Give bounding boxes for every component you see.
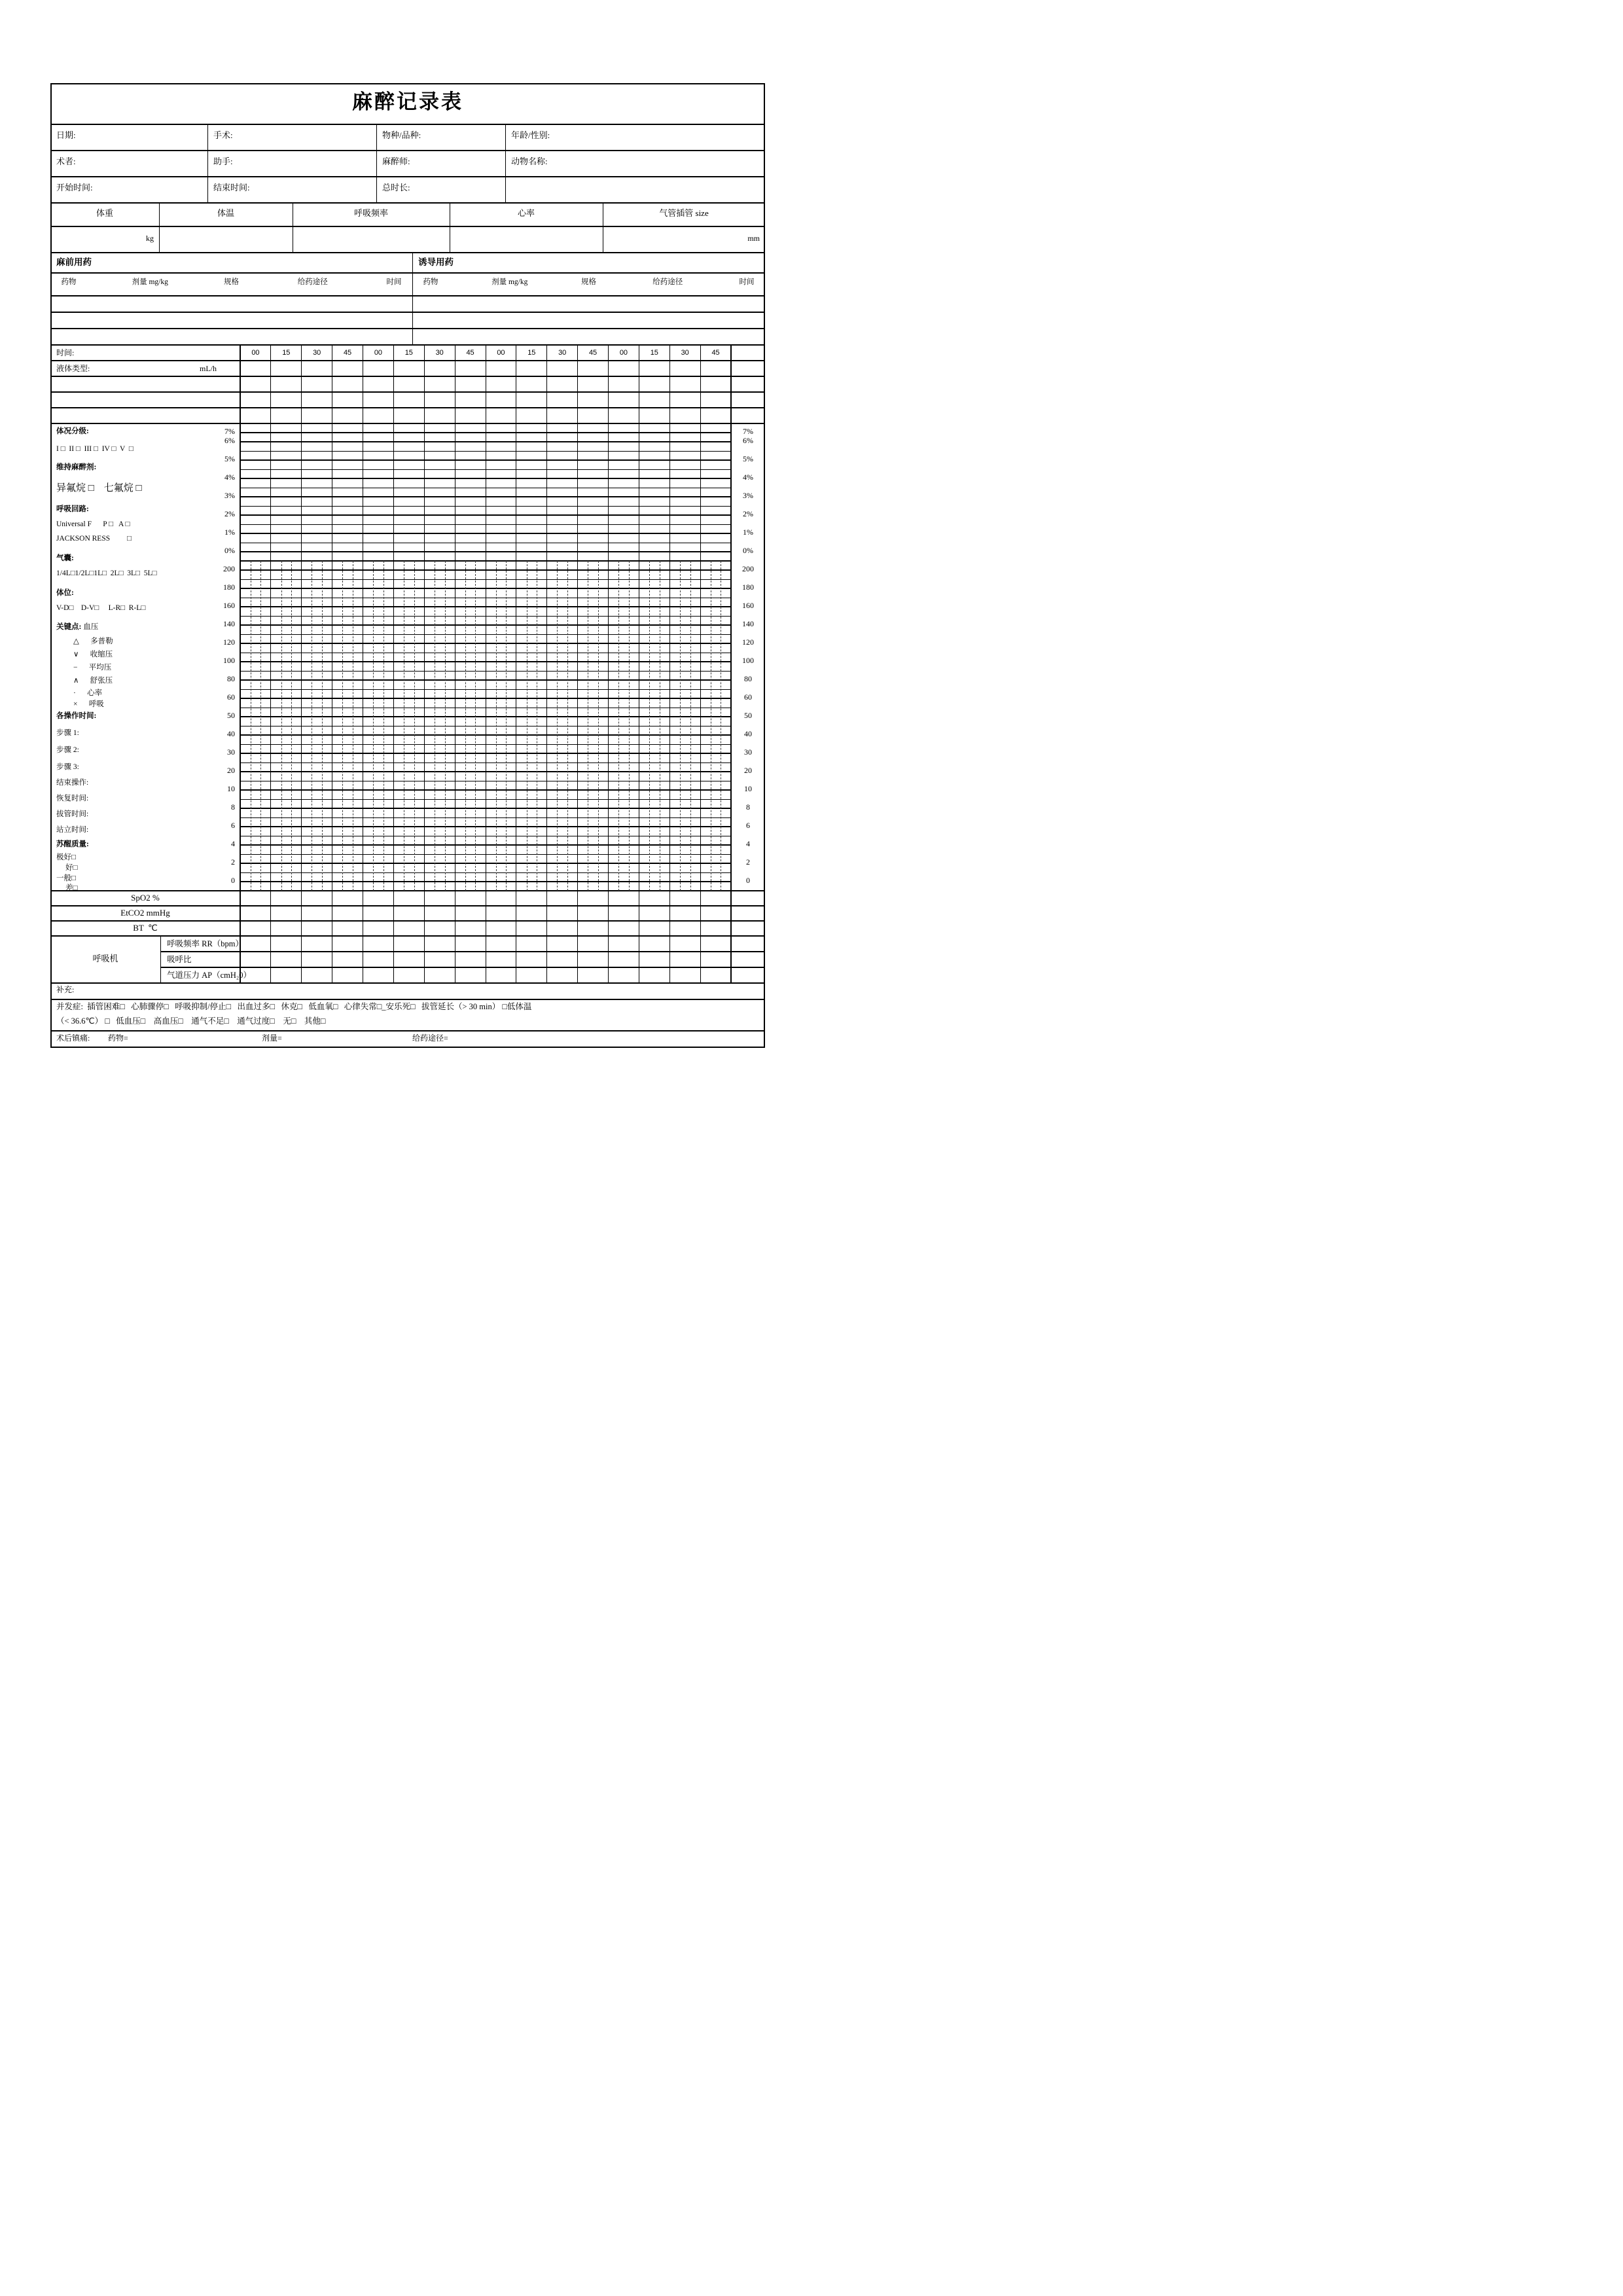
- info-cell[interactable]: [376, 124, 505, 151]
- keypoint-systolic: ∨ 收缩压: [73, 651, 113, 658]
- time-cell: 00: [374, 349, 383, 357]
- vitals-header: 心率: [517, 208, 535, 218]
- position-label-bold: 体位:: [56, 589, 74, 597]
- time-row-label: 时间:: [56, 348, 75, 357]
- number-scale-label-right: 140: [742, 619, 754, 628]
- percent-scale-label-right: 2%: [743, 509, 753, 518]
- monitor-row-label: EtCO2 mmHg: [120, 908, 170, 918]
- ventilator-row-values[interactable]: [240, 936, 731, 952]
- info-cell-label: 年龄/性别:: [511, 130, 550, 140]
- number-scale-label-right: 50: [744, 711, 752, 720]
- number-scale-label-left: 200: [223, 564, 235, 573]
- number-scale-label-left: 60: [227, 692, 235, 702]
- page-title: 麻醉记录表: [352, 90, 463, 113]
- anesthetic-percent-plot-area[interactable]: [240, 423, 731, 561]
- number-scale-label-right: 100: [742, 656, 754, 665]
- number-scale-label-right: 4: [746, 839, 750, 848]
- airbag-checkboxes[interactable]: 1/4L□1/2L□1L□ 2L□ 3L□ 5L□: [56, 569, 157, 577]
- vitals-header: 呼吸频率: [353, 208, 388, 218]
- percent-scale-label-left: 2%: [224, 509, 235, 518]
- number-scale-label-left: 8: [231, 802, 235, 812]
- monitor-row-label: SpO2 %: [131, 893, 160, 903]
- info-cell[interactable]: [376, 177, 505, 203]
- induction-column-header: 时间: [739, 278, 755, 286]
- percent-scale-label-right: 6%: [743, 436, 753, 445]
- keypoints-label: 关键点: 血压: [56, 623, 99, 631]
- ventilator-row-label: 呼吸频率 RR（bpm）: [167, 939, 244, 948]
- induction-column-header: 规格: [581, 278, 596, 286]
- info-cell-label: 日期:: [56, 130, 76, 140]
- percent-scale-label-left: 5%: [224, 454, 235, 463]
- grid-line-h: [50, 376, 765, 377]
- number-scale-label-right: 20: [744, 766, 752, 775]
- percent-scale-label-right: 7%: [743, 427, 753, 436]
- time-cell: 15: [404, 349, 413, 357]
- ventilator-row-values[interactable]: [240, 967, 731, 983]
- induction-drug-row[interactable]: [412, 312, 765, 329]
- jackson-rees-checkbox[interactable]: JACKSON RESS □: [56, 535, 132, 543]
- grid-line-h: [50, 176, 765, 177]
- number-scale-label-right: 40: [744, 729, 752, 738]
- number-scale-label-left: 160: [223, 601, 235, 610]
- info-cell[interactable]: [207, 151, 376, 177]
- maintenance-anesthetic-label: [56, 463, 96, 472]
- number-scale-label-left: 180: [223, 583, 235, 592]
- premed-drug-row[interactable]: [50, 296, 412, 312]
- info-cell-label: 物种/品种:: [382, 130, 421, 140]
- monitor-row-values[interactable]: [240, 921, 731, 936]
- percent-scale-label-right: 1%: [743, 528, 753, 537]
- info-cell[interactable]: [50, 177, 207, 203]
- fluid-rate-unit: mL/h: [200, 364, 217, 373]
- time-cell: 45: [466, 349, 474, 357]
- premed-column-header: 给药途径: [297, 278, 328, 286]
- info-cell-label: 助手:: [213, 156, 233, 166]
- ventilator-label: 呼吸机: [92, 954, 118, 963]
- time-cell: 00: [497, 349, 505, 357]
- vitals-unit-kg: kg: [146, 234, 154, 243]
- monitor-row-values[interactable]: [240, 891, 731, 906]
- ventilator-row-label: 气道压力 AP（cmH₂0）: [167, 971, 252, 980]
- grid-line-v: [376, 124, 377, 203]
- induction-section-title: 诱导用药: [418, 257, 454, 267]
- number-scale-label-left: 20: [227, 766, 235, 775]
- anesthetic-checkboxes[interactable]: 异氟烷 □ 七氟烷 □: [56, 483, 142, 493]
- postop-drug-field[interactable]: 药物=: [108, 1033, 128, 1043]
- anesthesia-record-form: [0, 0, 812, 1148]
- vitals-header: 气管插管 size: [659, 208, 709, 218]
- quality-good-checkbox[interactable]: 好□: [65, 864, 78, 872]
- time-cell: 30: [313, 349, 321, 357]
- premed-column-header: 时间: [386, 278, 402, 286]
- step-3: 步骤 3:: [56, 763, 79, 771]
- time-cell: 30: [435, 349, 444, 357]
- universal-f-checkboxes[interactable]: Universal F P □ A □: [56, 520, 130, 528]
- premed-column-header: 药物: [61, 278, 77, 286]
- complications-line1[interactable]: 并发症: 插管困难□ 心肺骤停□ 呼吸抑制/停止□ 出血过多□ 休克□ 低血氧□ 心律失常□_安乐死□ 拔管延长（> 30 min） □低体温: [56, 1002, 532, 1011]
- number-scale-label-right: 160: [742, 601, 754, 610]
- postop-analgesia-label: 术后镇痛:: [56, 1033, 90, 1043]
- step-1: 步骤 1:: [56, 729, 79, 737]
- info-cell-label: 术者:: [56, 156, 76, 166]
- number-scale-label-right: 180: [742, 583, 754, 592]
- percent-scale-label-right: 4%: [743, 473, 753, 482]
- info-cell-label: 开始时间:: [56, 183, 93, 192]
- time-cell: 45: [588, 349, 597, 357]
- induction-column-header: 剂量 mg/kg: [491, 278, 528, 286]
- grid-line-v: [160, 936, 161, 983]
- number-scale-label-left: 140: [223, 619, 235, 628]
- grid-line-v: [159, 203, 160, 253]
- time-cell: 30: [558, 349, 567, 357]
- time-cell: 00: [619, 349, 628, 357]
- grid-line-h: [50, 391, 765, 393]
- end-operation: 结束操作:: [56, 779, 89, 787]
- number-scale-label-right: 0: [746, 876, 750, 885]
- percent-scale-label-left: 6%: [224, 436, 235, 445]
- ventilator-row-values[interactable]: [240, 952, 731, 967]
- info-cell[interactable]: [50, 124, 207, 151]
- grid-line-h: [50, 328, 765, 329]
- vitals-value-cell[interactable]: [450, 226, 603, 253]
- number-scale-label-left: 50: [227, 711, 235, 720]
- operation-times-label-bold: 各操作时间:: [56, 712, 97, 720]
- info-cell[interactable]: [376, 151, 505, 177]
- percent-scale-label-left: 7%: [224, 427, 235, 436]
- keypoint-respiration: × 呼吸: [73, 700, 104, 708]
- number-scale-label-left: 0: [231, 876, 235, 885]
- number-scale-label-left: 80: [227, 674, 235, 683]
- grid-line-h: [50, 999, 765, 1000]
- vitals-unit-mm: mm: [747, 234, 760, 243]
- percent-scale-label-left: 3%: [224, 491, 235, 500]
- number-scale-label-right: 200: [742, 564, 754, 573]
- premed-column-header: 规格: [224, 278, 239, 286]
- percent-scale-label-left: 0%: [224, 546, 235, 555]
- info-cell-label: 手术:: [213, 130, 233, 140]
- premed-column-header: 剂量 mg/kg: [132, 278, 168, 286]
- percent-scale-label-right: 3%: [743, 491, 753, 500]
- number-scale-label-left: 2: [231, 857, 235, 867]
- number-scale-label-right: 6: [746, 821, 750, 830]
- monitor-row-values[interactable]: [240, 906, 731, 921]
- airbag-label-bold: 气囊:: [56, 554, 74, 562]
- premed-drug-row[interactable]: [50, 329, 412, 345]
- ventilator-row-label: 吸呼比: [167, 955, 192, 964]
- info-cell[interactable]: [207, 124, 376, 151]
- grid-line-h: [50, 312, 765, 313]
- asa-grade-label-bold: 体况分级:: [56, 427, 89, 435]
- premed-section-title: 麻前用药: [56, 257, 92, 267]
- position-checkboxes[interactable]: V-D□ D-V□ L-R□ R-L□: [56, 604, 146, 612]
- number-scale-label-left: 30: [227, 747, 235, 757]
- number-scale-label-left: 120: [223, 637, 235, 647]
- percent-scale-label-left: 4%: [224, 473, 235, 482]
- number-scale-label-left: 4: [231, 839, 235, 848]
- induction-drug-row[interactable]: [412, 296, 765, 312]
- standing-time: 站立时间:: [56, 826, 89, 834]
- keypoint-heart-rate: · 心率: [73, 689, 103, 697]
- premed-drug-row[interactable]: [50, 312, 412, 329]
- grid-line-v: [207, 124, 208, 203]
- maintenance-anesthetic-label-bold: 维持麻醉剂:: [56, 463, 97, 471]
- keypoints-label-bold: 关键点:: [56, 623, 82, 631]
- time-cell: 15: [282, 349, 291, 357]
- info-cell[interactable]: [505, 124, 765, 151]
- number-scale-label-right: 10: [744, 784, 752, 793]
- percent-scale-label-right: 5%: [743, 454, 753, 463]
- number-scale-label-right: 2: [746, 857, 750, 867]
- info-cell[interactable]: [207, 177, 376, 203]
- induction-column-header: 药物: [423, 278, 438, 286]
- fluid-type-label[interactable]: 液体类型:: [56, 364, 90, 373]
- info-cell[interactable]: [50, 151, 207, 177]
- vitals-header: 体重: [96, 208, 113, 218]
- info-cell[interactable]: [505, 151, 765, 177]
- time-cell: 00: [251, 349, 260, 357]
- recovery-time: 恢复时间:: [56, 795, 89, 802]
- breathing-circuit-label: [56, 505, 89, 514]
- breathing-circuit-label-bold: 呼吸回路:: [56, 505, 89, 513]
- info-cell[interactable]: [505, 177, 765, 203]
- info-cell-label: 结束时间:: [213, 183, 250, 192]
- grid-line-h: [50, 344, 765, 346]
- number-scale-label-right: 80: [744, 674, 752, 683]
- extubation-time: 拔管时间:: [56, 810, 89, 818]
- complications-line2[interactable]: （< 36.6℃） □ 低血压□ 高血压□ 通气不足□ 通气过度□ 无□ 其他□: [56, 1016, 326, 1026]
- keypoint-doppler: △ 多普勒: [73, 637, 113, 645]
- grid-line-h: [50, 272, 765, 274]
- number-scale-label-left: 10: [227, 784, 235, 793]
- vitals-chart-plot-area[interactable]: [240, 561, 731, 891]
- number-scale-label-right: 8: [746, 802, 750, 812]
- vitals-header: 体温: [217, 208, 234, 218]
- number-scale-label-right: 120: [742, 637, 754, 647]
- keypoint-diastolic: ∧ 舒张压: [73, 677, 113, 685]
- info-cell-label: 动物名称:: [511, 156, 548, 166]
- grid-line-h: [50, 252, 765, 253]
- grid-line-h: [50, 226, 765, 227]
- grid-line-h: [50, 202, 765, 204]
- grid-line-h: [50, 360, 765, 361]
- time-cell: 45: [343, 349, 352, 357]
- asa-grade-label: [56, 427, 89, 436]
- induction-drug-row[interactable]: [412, 329, 765, 345]
- postop-dose-field[interactable]: 剂量=: [262, 1033, 282, 1043]
- vitals-value-cell[interactable]: [159, 226, 293, 253]
- number-scale-label-left: 6: [231, 821, 235, 830]
- recovery-quality-label-bold: 苏醒质量:: [56, 840, 89, 848]
- percent-scale-label-right: 0%: [743, 546, 753, 555]
- grid-line-v: [412, 253, 413, 345]
- time-cell: 15: [527, 349, 536, 357]
- grid-line-h: [50, 407, 765, 408]
- postop-route-field[interactable]: 给药途径=: [412, 1033, 448, 1043]
- quality-excellent-checkbox[interactable]: 极好□: [56, 853, 76, 861]
- percent-scale-label-left: 1%: [224, 528, 235, 537]
- info-cell-label: 总时长:: [382, 183, 410, 192]
- vitals-value-cell[interactable]: [293, 226, 450, 253]
- number-scale-label-left: 100: [223, 656, 235, 665]
- monitor-row-label: BT ℃: [133, 923, 158, 933]
- grid-line-h: [50, 295, 765, 296]
- time-cell: 45: [711, 349, 720, 357]
- grid-line-v: [505, 124, 506, 203]
- recovery-quality-label: [56, 840, 89, 849]
- position-label: [56, 589, 74, 598]
- supplement-label[interactable]: 补充:: [56, 985, 75, 994]
- quality-poor-checkbox[interactable]: 差□: [65, 884, 78, 892]
- time-cell: 30: [681, 349, 689, 357]
- grid-line-h: [50, 124, 765, 125]
- time-cell: 15: [650, 349, 658, 357]
- info-cell-label: 麻醉师:: [382, 156, 410, 166]
- number-scale-label-right: 30: [744, 747, 752, 757]
- number-scale-label-right: 60: [744, 692, 752, 702]
- operation-times-label: [56, 712, 96, 721]
- keypoint-mean: − 平均压: [73, 664, 112, 672]
- quality-fair-checkbox[interactable]: 一般□: [56, 874, 76, 882]
- airbag-label: [56, 554, 74, 563]
- induction-column-header: 给药途径: [652, 278, 683, 286]
- step-2: 步骤 2:: [56, 746, 79, 754]
- grid-line-h: [50, 150, 765, 151]
- asa-grade-checkboxes[interactable]: I □ II □ III □ IV □ V □: [56, 445, 134, 453]
- grid-line-h: [50, 1030, 765, 1031]
- number-scale-label-left: 40: [227, 729, 235, 738]
